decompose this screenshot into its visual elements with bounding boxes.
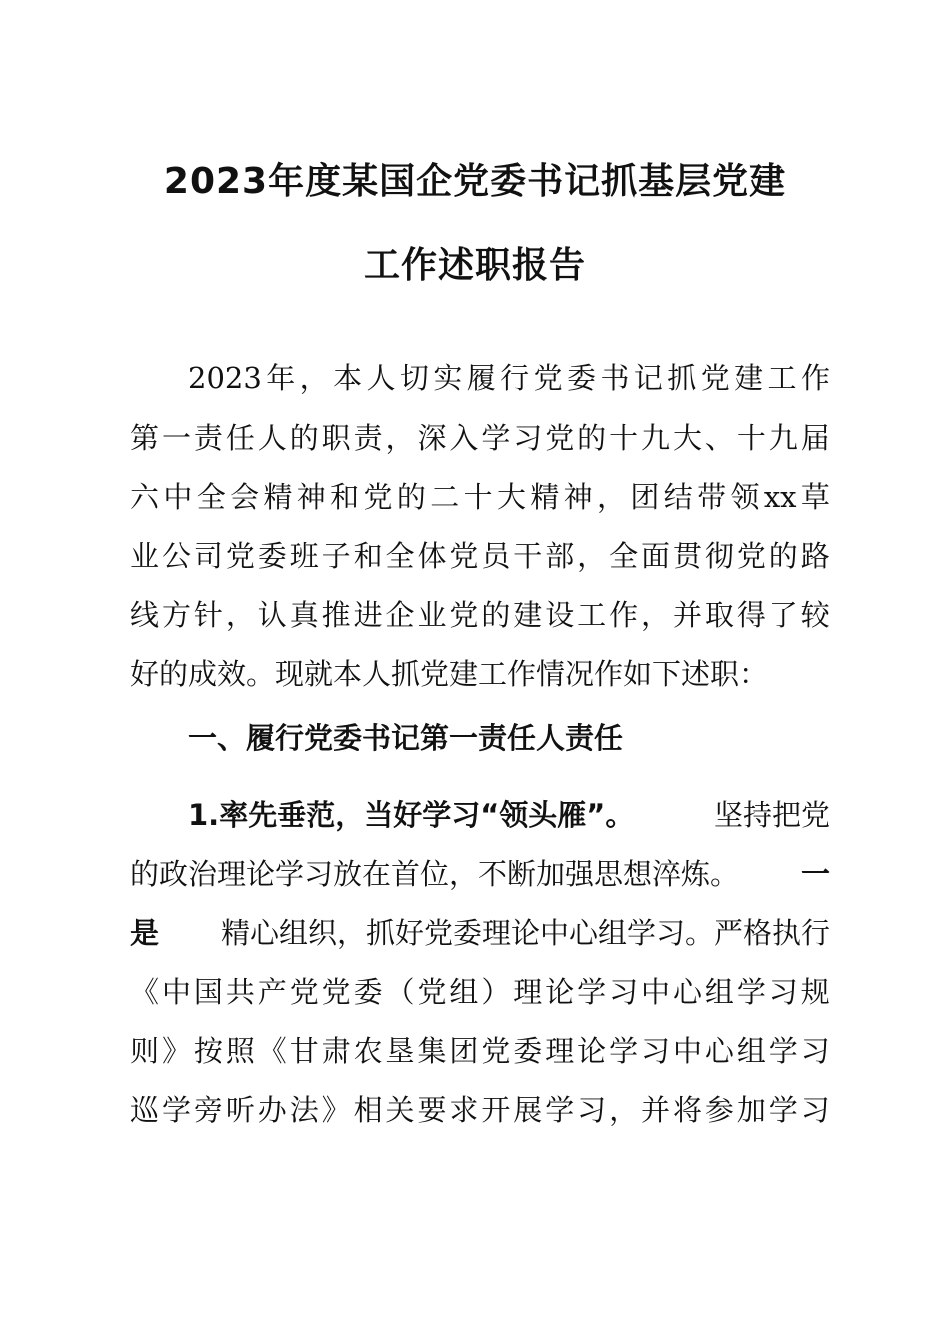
paragraph-line xyxy=(130,854,830,894)
paragraph-line: 巡 学 旁 听 办 法 》 相 关 要 求 开 展 学 习 ， 并 将 参 加 学 习 xyxy=(130,1093,830,1127)
paragraph-line: 好的成效。现就本人抓党建工作情况作如下述职： xyxy=(130,657,769,691)
paragraph-line: 则 》 按 照 《 甘 肃 农 垦 集 团 党 委 理 论 学 习 中 心 组 学 习 xyxy=(130,1034,830,1068)
paragraph-line xyxy=(130,913,830,953)
paragraph-line: 第 一 责 任 人 的 职 责 ， 深 入 学 习 党 的 十 九 大 、 十 九 届 xyxy=(130,421,830,455)
paragraph-line: 六 中 全 会 精 神 和 党 的 二 十 大 精 神 ， 团 结 带 领 xx 草 xyxy=(130,480,830,514)
paragraph-line: 线 方 针 ， 认 真 推 进 企 业 党 的 建 设 工 作 ， 并 取 得 了 较 xyxy=(130,598,830,632)
paragraph-text: 精心组织，抓好党委理论中心组学习。严格执行 xyxy=(220,916,830,950)
subsection-heading: 1.率先垂范，当好学习“领头雁”。 xyxy=(188,798,635,832)
subsection-line xyxy=(188,795,830,835)
paragraph-line: 《 中 国 共 产 党 党 委 （ 党 组 ） 理 论 学 习 中 心 组 学 习 规 xyxy=(130,975,830,1009)
ordinal-marker: 一 xyxy=(800,857,830,891)
subsection-text: 坚持把党 xyxy=(713,798,830,832)
ordinal-marker: 是 xyxy=(130,916,160,950)
section-heading: 一、履行党委书记第一责任人责任 xyxy=(188,721,624,755)
paragraph-line: 业 公 司 党 委 班 子 和 全 体 党 员 干 部 ， 全 面 贯 彻 党 的 路 xyxy=(130,539,830,573)
paragraph-line: 2023 年 ， 本 人 切 实 履 行 党 委 书 记 抓 党 建 工 作 xyxy=(188,361,830,395)
document-title-line-2: 工作述职报告 xyxy=(363,245,586,286)
document-title-line-1: 2023年度某国企党委书记抓基层党建 xyxy=(163,161,787,202)
paragraph-text: 的政治理论学习放在首位，不断加强思想淬炼。 xyxy=(130,857,740,891)
